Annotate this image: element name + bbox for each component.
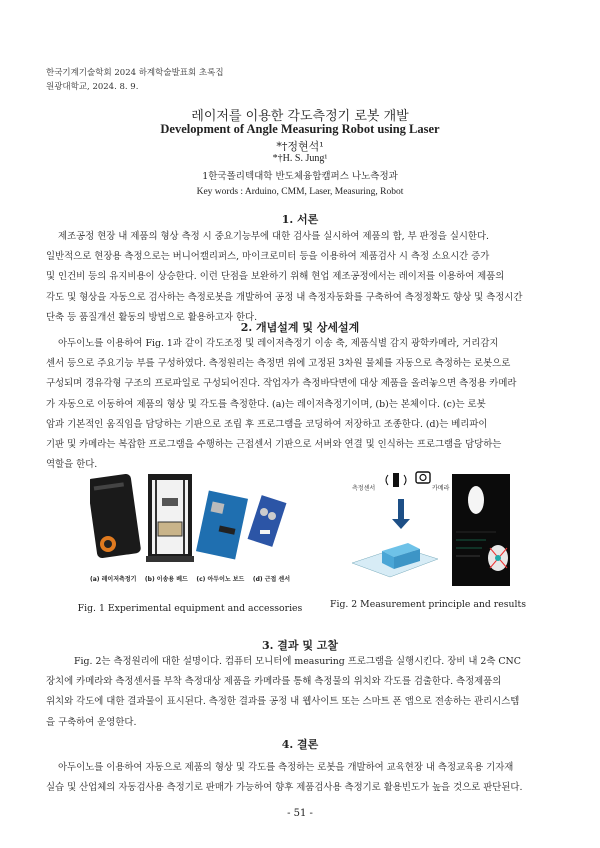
conference-venue-date: 원광대학교, 2024. 8. 9. bbox=[46, 82, 139, 92]
figure-1-label: (c) 아두이노 보드 bbox=[196, 576, 245, 583]
transfer-bed-photo bbox=[146, 474, 194, 562]
figure-2-result-screenshot bbox=[452, 474, 510, 586]
text-line: 및 인건비 등의 유지비용이 상승한다. 이런 단점을 보완하기 위해 현업 제조공정에서는 레이저를 이용하여 제품의 bbox=[46, 271, 505, 283]
title-korean: 레이저를 이용한 각도측정기 로봇 개발 bbox=[191, 109, 409, 124]
text-line: 가 자동으로 이동하여 제품의 형상 및 각도를 측정한다. (a)는 레이저측정기이며, (b)는 본체이다. (c)는 로봇 bbox=[46, 398, 486, 410]
camera-icon bbox=[416, 472, 430, 483]
text-line: 센서 등으로 주요기능 부를 구성하였다. 측정원리는 측정면 위에 고정된 3차원 물체를 자동으로 측정하는 로봇으로 bbox=[46, 358, 511, 370]
text-line: 위치와 각도에 대한 결과물이 표시된다. 측정한 결과를 공정 내 웹사이트 또는 스마트 폰 앱으로 전송하는 관리시스템 bbox=[46, 696, 520, 708]
text-line: 장치에 카메라와 측정센서를 부착 측정대상 제품을 카메라를 통해 측정물의 위치와 각도를 검출한다. 측정제품의 bbox=[46, 676, 502, 688]
text-line: Fig. 2는 측정원리에 대한 설명이다. 컴퓨터 모니터에 measuring 프로그램을 실행시킨다. 장비 내 2축 CNC bbox=[74, 656, 521, 667]
author-english: *†H. S. Jung¹ bbox=[272, 153, 328, 164]
keywords: Key words : Arduino, CMM, Laser, Measuring, Robot bbox=[196, 187, 404, 197]
conference-name: 한국기계기술학회 2024 하계학술발표회 초록집 bbox=[46, 68, 224, 78]
camera-label: 카메라 bbox=[432, 485, 450, 492]
workpiece-block bbox=[352, 543, 438, 577]
figure-2-principle-diagram bbox=[340, 463, 450, 589]
figure-1-label: (a) 레이저측정기 bbox=[90, 576, 137, 583]
title-english: Development of Angle Measuring Robot using Laser bbox=[160, 122, 440, 136]
text-line: 구성되며 경유각형 구조의 프로파일로 구성되어진다. 작업자가 측정바닥면에 대상 제품을 올려놓으면 측정용 카메라 bbox=[46, 378, 517, 390]
figure-1-label: (b) 이송용 베드 bbox=[144, 576, 188, 583]
section-body-results bbox=[46, 652, 556, 733]
text-line: 아두이노를 이용하여 자동으로 제품의 형상 및 각도를 측정하는 로봇을 개발하여 교육현장 내 측정교육용 기자재 bbox=[58, 762, 514, 773]
down-arrow-icon bbox=[392, 499, 410, 529]
affiliation: 1한국폴리텍대학 반도체융합캠퍼스 나노측정과 bbox=[202, 171, 398, 182]
figure-1-caption: Fig. 1 Experimental equipment and accessories bbox=[77, 603, 303, 614]
text-line: 암과 기본적인 움직임을 담당하는 기판으로 조립 후 프로그램을 코딩하여 저장하고 조종한다. (d)는 베리파이 bbox=[46, 418, 488, 430]
text-line: 제조공정 현장 내 제품의 형상 측정 시 중요기능부에 대한 검사를 실시하여 제품의 합, 부 판정을 실시한다. bbox=[58, 231, 490, 242]
text-line: 각도 및 형상을 자동으로 검사하는 측정로봇을 개발하여 공정 내 측정자동화를 구축하여 측정정확도 향상 및 측정시간 bbox=[46, 291, 523, 303]
text-line: 아두이노를 이용하여 Fig. 1과 같이 각도조정 및 레이저측정기 이송 축, 제품식별 감지 광학카메라, 거리감지 bbox=[58, 338, 499, 349]
laser-measuring-device-photo bbox=[90, 473, 141, 558]
figure-2-caption: Fig. 2 Measurement principle and results bbox=[330, 599, 526, 610]
text-line: 실습 및 산업체의 자동검사용 측정기로 판매가 가능하여 향후 제품검사용 측정기로 활용빈도가 높을 것으로 판단된다. bbox=[46, 782, 523, 794]
section-heading-results: 3. 결과 및 고찰 bbox=[261, 639, 339, 652]
text-line: 일반적으로 현장용 측정으로는 버니어캘리퍼스, 마이크로미터 등을 이용하여 제품검사 시 측정 소요시간 증가 bbox=[46, 251, 490, 263]
proximity-sensor-photo bbox=[248, 495, 287, 547]
figure-1-photos bbox=[90, 464, 290, 592]
figure-1-labels bbox=[90, 574, 290, 583]
section-heading-intro: 1. 서론 bbox=[281, 213, 319, 226]
text-line: 단축 등 품질개선 활동의 방법으로 활용하고자 한다. bbox=[46, 311, 258, 323]
figure-1-equipment bbox=[90, 464, 290, 592]
sensor-label: 측정센서 bbox=[352, 485, 376, 492]
section-heading-design: 2. 개념설계 및 상세설계 bbox=[240, 321, 360, 334]
text-line: 기판 및 카메라는 복잡한 프로그램을 수행하는 근접센서 기판으로 서버와 연결 및 인식하는 프로그램을 담당하는 bbox=[46, 439, 502, 451]
section-body-design bbox=[46, 334, 556, 475]
sensor-icon bbox=[386, 473, 406, 487]
text-line: 역할을 한다. bbox=[46, 459, 98, 471]
text-line: 을 구축하여 운영한다. bbox=[46, 716, 137, 728]
page-number: - 51 - bbox=[287, 808, 313, 819]
section-body-conclusion bbox=[46, 758, 556, 798]
section-heading-conclusion: 4. 결론 bbox=[281, 738, 319, 751]
section-body-intro bbox=[46, 227, 556, 328]
author-korean: *†정현석¹ bbox=[276, 140, 324, 153]
figure-1-label: (d) 근접 센서 bbox=[252, 576, 290, 583]
arduino-board-photo bbox=[196, 491, 248, 560]
